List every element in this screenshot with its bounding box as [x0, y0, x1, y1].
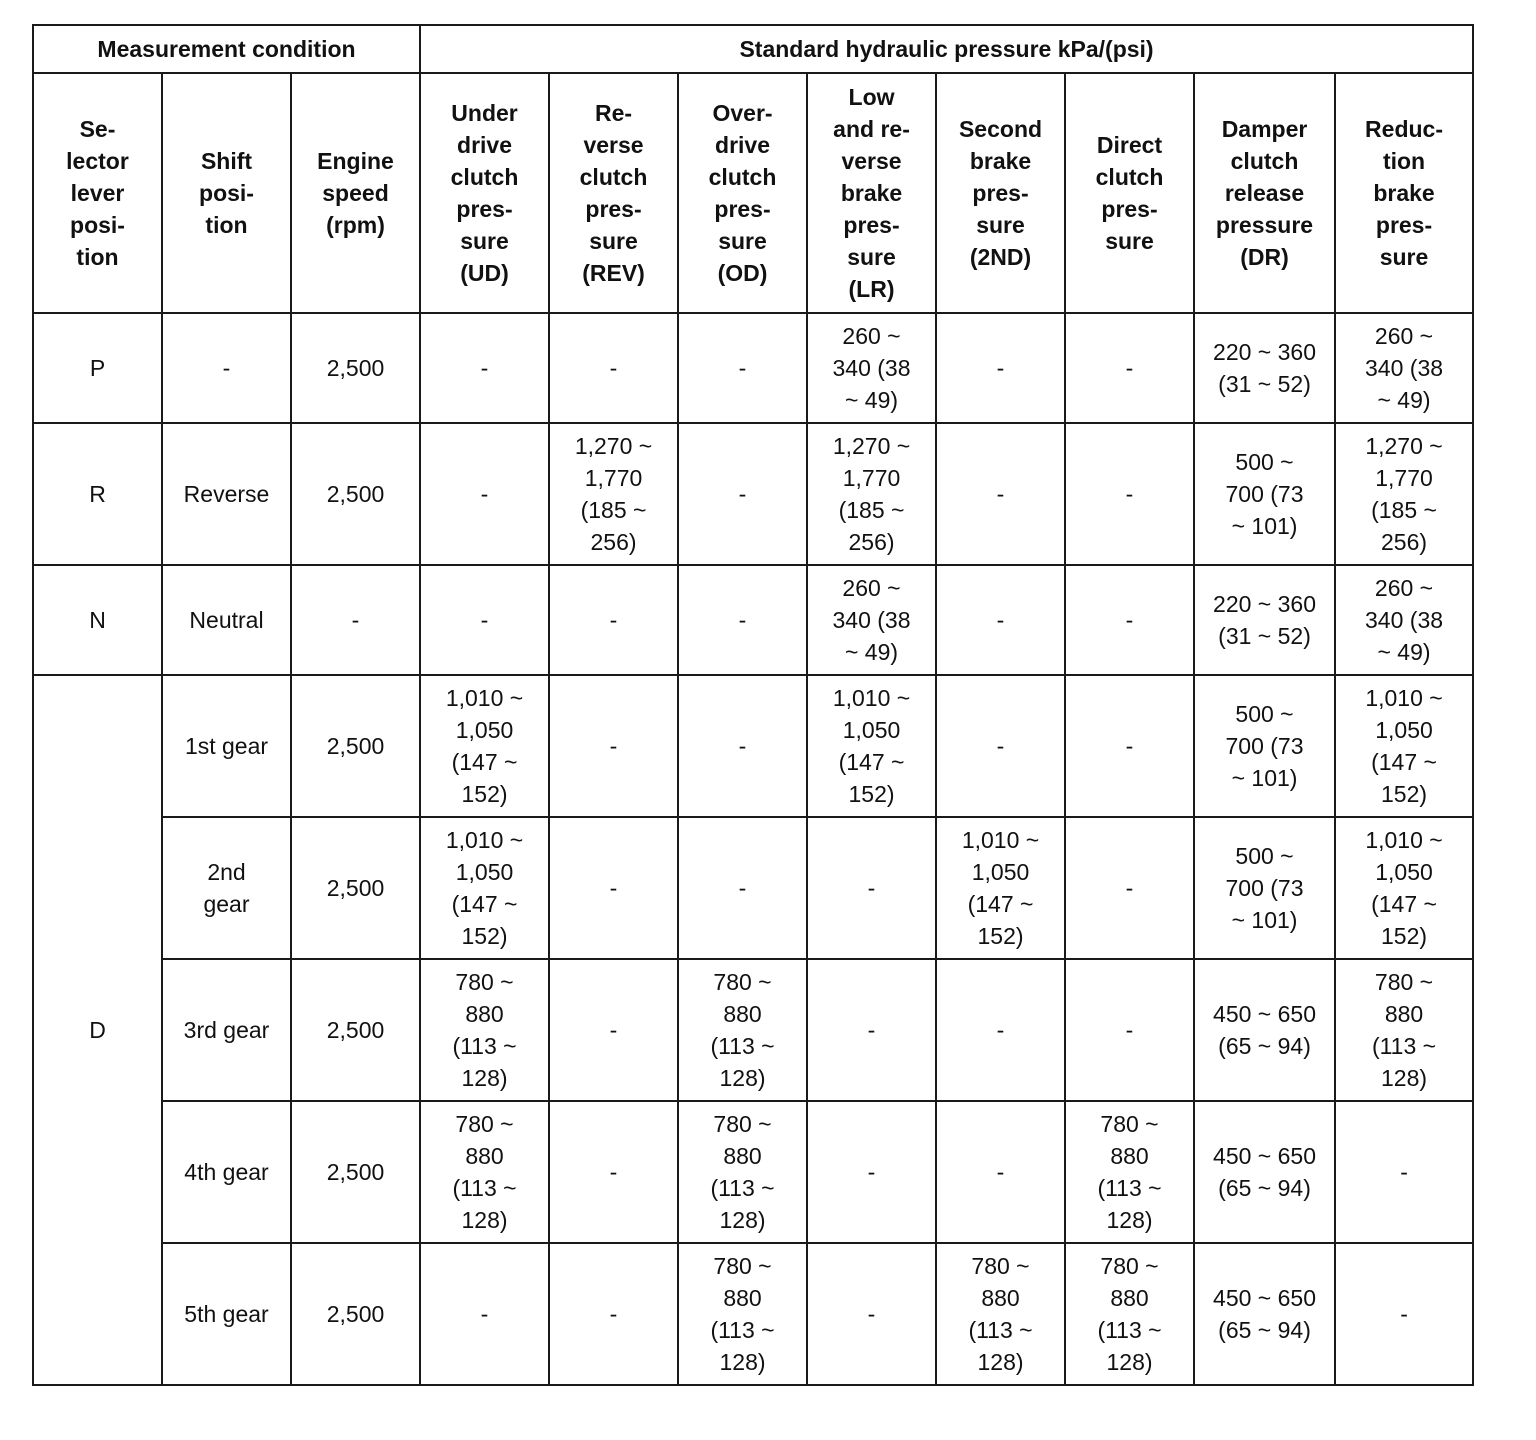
standard-pressure-header: Standard hydraulic pressure kPa/(psi): [420, 25, 1473, 73]
value-cell: -: [420, 313, 549, 423]
selector-cell: D: [33, 675, 162, 1385]
table-row: [33, 959, 1473, 1101]
engine-speed-cell: -: [291, 565, 420, 675]
selector-cell: P: [33, 313, 162, 423]
value-cell: 500 ~ 700 (73 ~ 101): [1194, 817, 1335, 959]
value-cell: 450 ~ 650 (65 ~ 94): [1194, 1243, 1335, 1385]
value-cell: -: [549, 1101, 678, 1243]
value-cell: -: [1065, 423, 1194, 565]
col-header-dr-pressure: Damper clutch release pressure (DR): [1194, 73, 1335, 313]
value-cell: -: [936, 959, 1065, 1101]
engine-speed-cell: 2,500: [291, 313, 420, 423]
value-cell: -: [936, 313, 1065, 423]
value-cell: 780 ~ 880 (113 ~ 128): [678, 1101, 807, 1243]
engine-speed-cell: 2,500: [291, 959, 420, 1101]
shift-cell: Reverse: [162, 423, 291, 565]
shift-cell: 1st gear: [162, 675, 291, 817]
value-cell: -: [678, 423, 807, 565]
value-cell: 1,010 ~ 1,050 (147 ~ 152): [420, 675, 549, 817]
value-cell: 260 ~ 340 (38 ~ 49): [807, 565, 936, 675]
column-header-row: [33, 73, 1473, 313]
table-row: [33, 565, 1473, 675]
value-cell: 780 ~ 880 (113 ~ 128): [1065, 1101, 1194, 1243]
table-row: [33, 423, 1473, 565]
value-cell: 1,010 ~ 1,050 (147 ~ 152): [1335, 817, 1473, 959]
value-cell: -: [549, 959, 678, 1101]
value-cell: -: [678, 675, 807, 817]
value-cell: 1,010 ~ 1,050 (147 ~ 152): [807, 675, 936, 817]
value-cell: 1,270 ~ 1,770 (185 ~ 256): [549, 423, 678, 565]
value-cell: -: [549, 675, 678, 817]
engine-speed-cell: 2,500: [291, 423, 420, 565]
selector-cell: R: [33, 423, 162, 565]
value-cell: -: [549, 817, 678, 959]
engine-speed-cell: 2,500: [291, 675, 420, 817]
col-header-reduction-brake-pressure: Reduc- tion brake pres- sure: [1335, 73, 1473, 313]
engine-speed-cell: 2,500: [291, 817, 420, 959]
header-group-row: [33, 25, 1473, 73]
col-header-2nd-pressure: Second brake pres- sure (2ND): [936, 73, 1065, 313]
value-cell: -: [678, 817, 807, 959]
col-header-direct-clutch-pressure: Direct clutch pres- sure: [1065, 73, 1194, 313]
value-cell: 500 ~ 700 (73 ~ 101): [1194, 675, 1335, 817]
value-cell: 1,270 ~ 1,770 (185 ~ 256): [807, 423, 936, 565]
value-cell: -: [549, 565, 678, 675]
value-cell: -: [420, 423, 549, 565]
col-header-engine-speed: Engine speed (rpm): [291, 73, 420, 313]
value-cell: -: [936, 423, 1065, 565]
value-cell: 450 ~ 650 (65 ~ 94): [1194, 959, 1335, 1101]
value-cell: -: [936, 1101, 1065, 1243]
value-cell: -: [807, 817, 936, 959]
value-cell: -: [1065, 313, 1194, 423]
value-cell: 780 ~ 880 (113 ~ 128): [678, 1243, 807, 1385]
value-cell: 1,270 ~ 1,770 (185 ~ 256): [1335, 423, 1473, 565]
value-cell: -: [807, 1243, 936, 1385]
value-cell: -: [936, 675, 1065, 817]
value-cell: 260 ~ 340 (38 ~ 49): [1335, 565, 1473, 675]
shift-cell: -: [162, 313, 291, 423]
shift-cell: 2nd gear: [162, 817, 291, 959]
table-row: [33, 313, 1473, 423]
col-header-shift-position: Shift posi- tion: [162, 73, 291, 313]
value-cell: -: [807, 1101, 936, 1243]
shift-cell: 3rd gear: [162, 959, 291, 1101]
value-cell: -: [420, 565, 549, 675]
table-row: [33, 1101, 1473, 1243]
value-cell: -: [549, 1243, 678, 1385]
shift-cell: 4th gear: [162, 1101, 291, 1243]
shift-cell: 5th gear: [162, 1243, 291, 1385]
col-header-rev-pressure: Re- verse clutch pres- sure (REV): [549, 73, 678, 313]
value-cell: 780 ~ 880 (113 ~ 128): [420, 959, 549, 1101]
value-cell: -: [678, 313, 807, 423]
value-cell: -: [420, 1243, 549, 1385]
value-cell: -: [1065, 959, 1194, 1101]
engine-speed-cell: 2,500: [291, 1101, 420, 1243]
engine-speed-cell: 2,500: [291, 1243, 420, 1385]
value-cell: 780 ~ 880 (113 ~ 128): [1335, 959, 1473, 1101]
value-cell: 220 ~ 360 (31 ~ 52): [1194, 313, 1335, 423]
value-cell: -: [1335, 1243, 1473, 1385]
selector-cell: N: [33, 565, 162, 675]
value-cell: 780 ~ 880 (113 ~ 128): [1065, 1243, 1194, 1385]
value-cell: -: [807, 959, 936, 1101]
value-cell: 1,010 ~ 1,050 (147 ~ 152): [420, 817, 549, 959]
value-cell: 780 ~ 880 (113 ~ 128): [936, 1243, 1065, 1385]
value-cell: -: [1065, 675, 1194, 817]
value-cell: 780 ~ 880 (113 ~ 128): [678, 959, 807, 1101]
table-row: [33, 817, 1473, 959]
value-cell: -: [549, 313, 678, 423]
value-cell: 500 ~ 700 (73 ~ 101): [1194, 423, 1335, 565]
table-row: [33, 675, 1473, 817]
value-cell: 260 ~ 340 (38 ~ 49): [1335, 313, 1473, 423]
value-cell: -: [678, 565, 807, 675]
table-row: [33, 1243, 1473, 1385]
col-header-ud-pressure: Under drive clutch pres- sure (UD): [420, 73, 549, 313]
value-cell: -: [936, 565, 1065, 675]
value-cell: 450 ~ 650 (65 ~ 94): [1194, 1101, 1335, 1243]
hydraulic-pressure-table: [32, 24, 1474, 1386]
value-cell: -: [1065, 565, 1194, 675]
measurement-condition-header: Measurement condition: [33, 25, 420, 73]
col-header-lr-pressure: Low and re- verse brake pres- sure (LR): [807, 73, 936, 313]
value-cell: 220 ~ 360 (31 ~ 52): [1194, 565, 1335, 675]
value-cell: 780 ~ 880 (113 ~ 128): [420, 1101, 549, 1243]
col-header-od-pressure: Over- drive clutch pres- sure (OD): [678, 73, 807, 313]
value-cell: 1,010 ~ 1,050 (147 ~ 152): [1335, 675, 1473, 817]
value-cell: -: [1335, 1101, 1473, 1243]
value-cell: 260 ~ 340 (38 ~ 49): [807, 313, 936, 423]
col-header-selector-lever-position: Se- lector lever posi- tion: [33, 73, 162, 313]
value-cell: 1,010 ~ 1,050 (147 ~ 152): [936, 817, 1065, 959]
shift-cell: Neutral: [162, 565, 291, 675]
value-cell: -: [1065, 817, 1194, 959]
